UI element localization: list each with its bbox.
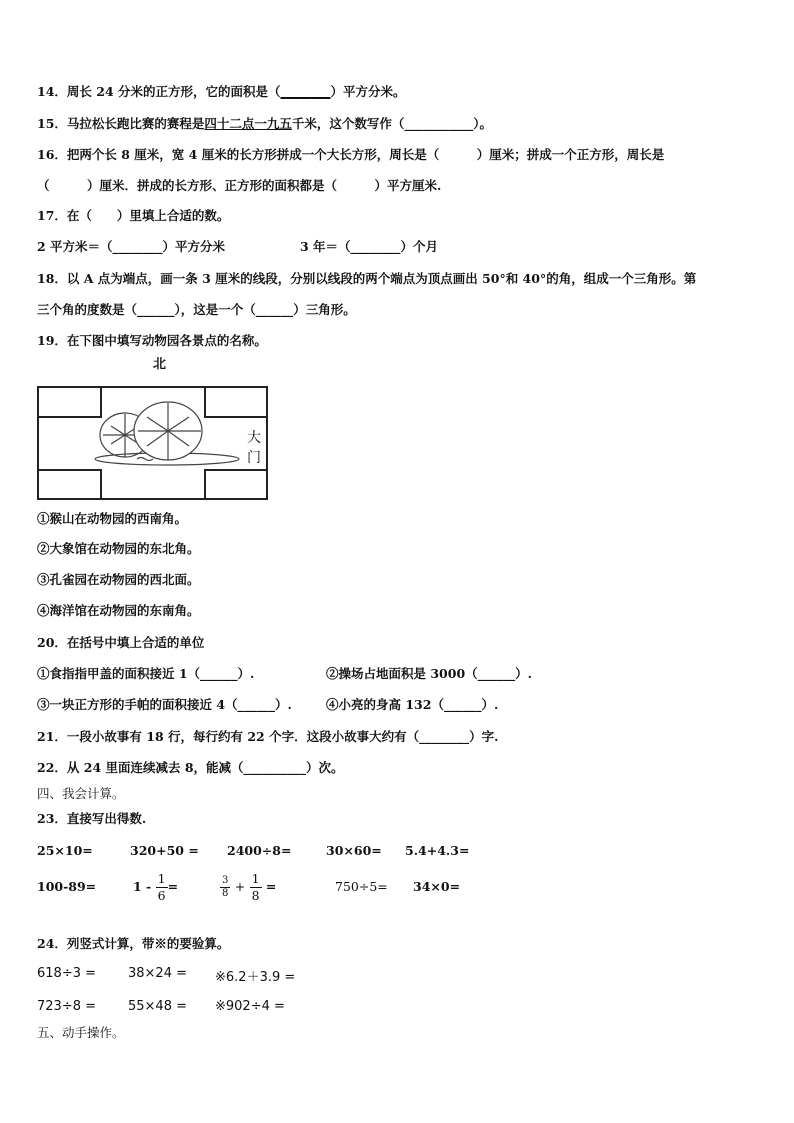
q23-r1-2: 320+50 = [130, 843, 199, 858]
section-4-heading: 四、我会计算。 [37, 786, 125, 801]
corner-box-sw [38, 470, 101, 499]
q19-title: 19．在下图中填写动物园各景点的名称。 [37, 333, 267, 348]
corner-box-nw [38, 387, 101, 417]
north-label: 北 [153, 357, 167, 372]
fraction-3-8: $\frac{3}{8}$ [222, 875, 229, 899]
q23-r1-4: 30×60= [326, 843, 382, 858]
q24-r2-3: ※902÷4 = [215, 999, 285, 1014]
q24-r1-2: 38×24 = [128, 966, 188, 981]
corner-box-ne [205, 387, 267, 417]
q23-r2-2: 1 - $\frac{1}{6}$ = [133, 871, 179, 903]
underlined-number-words: 四十二点一九五 [204, 116, 292, 131]
q19-item-3: ③孔雀园在动物园的西北面。 [37, 572, 200, 587]
q23-r1-5: 5.4+4.3= [405, 843, 470, 858]
q24-r1-1: 618÷3 = [37, 966, 97, 981]
q20-d: ④小亮的身高 132（______）. [326, 697, 499, 712]
zoo-map [37, 386, 269, 502]
q24-r2-1: 723÷8 = [37, 999, 97, 1014]
fraction-1-8: $\frac{1}{8}$ [251, 871, 260, 903]
section-5-heading: 五、动手操作。 [37, 1025, 125, 1040]
q18-line1: 18．以 A 点为端点，画一条 3 厘米的线段，分别以线段的两个端点为顶点画出 50°和 40°的角，组成一个三角形。第 [37, 271, 697, 286]
q16-line2: （ ）厘米．拼成的长方形、正方形的面积都是（ ）平方厘米. [37, 178, 442, 193]
q20-c: ③一块正方形的手帕的面积接近 4（______）. [37, 697, 292, 712]
q24-r1-3: ※6.2＋3.9 = [215, 970, 296, 985]
q22: 22．从 24 里面连续减去 8，能减（__________）次。 [37, 760, 344, 775]
q17-b: 3 年＝（________）个月 [300, 239, 439, 254]
q19-item-4: ④海洋馆在动物园的东南角。 [37, 603, 200, 618]
q17-title: 17．在（ ）里填上合适的数。 [37, 208, 230, 223]
q23-title: 23．直接写出得数. [37, 811, 147, 826]
q14: 14．周长 24 分米的正方形，它的面积是（________）平方分米。 [37, 84, 406, 99]
q23-r1-1: 25×10= [37, 843, 93, 858]
q21: 21．一段小故事有 18 行，每行约有 22 个字．这段小故事大约有（________）字. [37, 729, 499, 744]
fraction-1-6: $\frac{1}{6}$ [157, 871, 166, 903]
q20-b: ②操场占地面积是 3000（______）. [326, 666, 532, 681]
q20-title: 20．在括号中填上合适的单位 [37, 635, 205, 650]
q24-title: 24．列竖式计算，带※的要验算。 [37, 936, 230, 951]
corner-box-se [205, 470, 267, 499]
q23-r2-1: 100-89= [37, 879, 97, 894]
q23-r2-5: 34×0= [413, 879, 461, 894]
q24-r2-2: 55×48 = [128, 999, 188, 1014]
tree-illustration [95, 402, 239, 465]
q23-r2-4: 750÷5= [335, 879, 388, 894]
q16-line1: 16．把两个长 8 厘米，宽 4 厘米的长方形拼成一个大长方形，周长是（ ）厘米；拼成一个正方形，周长是 [37, 147, 665, 162]
q23-r1-3: 2400÷8= [227, 843, 292, 858]
q19-item-1: ①猴山在动物园的西南角。 [37, 511, 188, 526]
q20-a: ①食指指甲盖的面积接近 1（______）. [37, 666, 255, 681]
q19-item-2: ②大象馆在动物园的东北角。 [37, 541, 200, 556]
gate-label: 大门 [247, 430, 261, 466]
q15: 15．马拉松长跑比赛的赛程是四十二点一九五千米，这个数写作（___________）。 [37, 116, 492, 131]
q23-r2-3: $\frac{3}{8}$ + $\frac{1}{8}$ = [222, 871, 277, 903]
q18-line2: 三个角的度数是（______），这是一个（______）三角形。 [37, 302, 356, 317]
q17-a: 2 平方米＝（________）平方分米 [37, 239, 226, 254]
